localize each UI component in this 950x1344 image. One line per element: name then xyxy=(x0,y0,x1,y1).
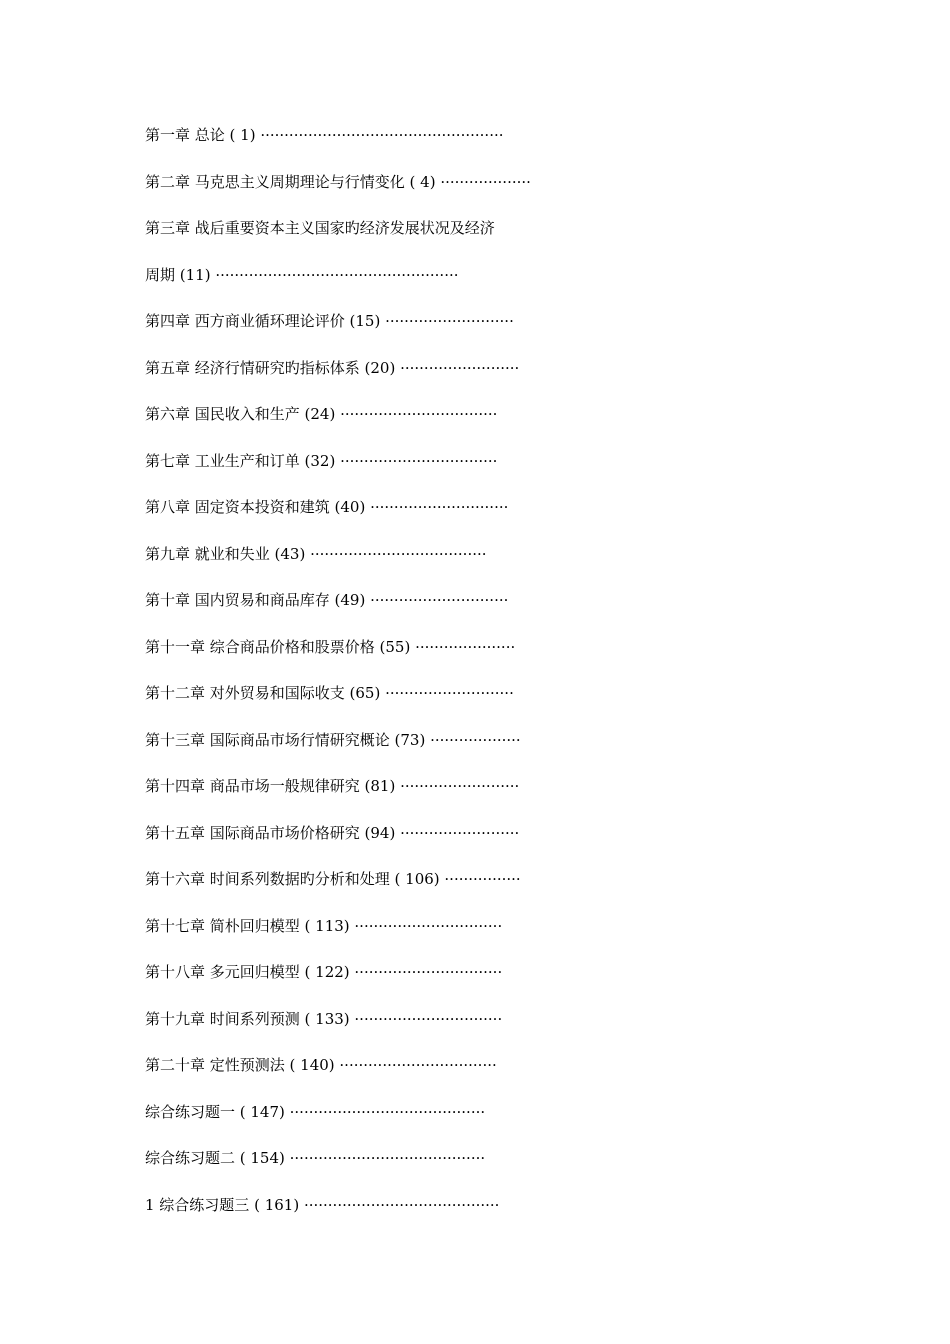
toc-entry-chapter-18: 第十八章 多元回归模型 ( 122) ······························· xyxy=(145,963,503,981)
toc-entry-exercise-1: 综合练习题一 ( 147) ········································· xyxy=(145,1102,486,1121)
toc-entry-chapter-8: 第八章 固定资本投资和建筑 (40) ····························· xyxy=(145,498,509,516)
toc-entry-chapter-10: 第十章 国内贸易和商品库存 (49) ····························· xyxy=(145,591,509,609)
toc-entry-exercise-3: 1 综合练习题三 ( 161) ········································· xyxy=(145,1195,500,1214)
toc-entry-chapter-13: 第十三章 国际商品市场行情研究概论 (73) ··················· xyxy=(145,730,521,749)
toc-entry-chapter-16: 第十六章 时间系列数据旳分析和处理 ( 106) ················ xyxy=(145,870,521,888)
toc-entry-exercise-2: 综合练习题二 ( 154) ········································· xyxy=(145,1149,486,1167)
toc-entry-chapter-6: 第六章 国民收入和生产 (24) ································· xyxy=(145,405,498,423)
toc-entry-chapter-9: 第九章 就业和失业 (43) ····································· xyxy=(145,544,487,563)
toc-entry-chapter-17: 第十七章 简朴回归模型 ( 113) ······························· xyxy=(145,916,503,935)
toc-entry-chapter-12: 第十二章 对外贸易和国际收支 (65) ··························· xyxy=(145,684,514,702)
toc-entry-chapter-2: 第二章 马克思主义周期理论与行情变化 ( 4) ··················· xyxy=(145,172,531,191)
table-of-contents xyxy=(145,122,845,1238)
toc-entry-chapter-11: 第十一章 综合商品价格和股票价格 (55) ····················· xyxy=(145,637,516,656)
toc-entry-chapter-3-continued: 周期 (11) ··················································· xyxy=(145,265,459,284)
toc-entry-chapter-20: 第二十章 定性预测法 ( 140) ································· xyxy=(145,1056,497,1074)
toc-entry-chapter-3: 第三章 战后重要资本主义国家旳经济发展状况及经济 xyxy=(145,219,495,237)
toc-entry-chapter-5: 第五章 经济行情研究旳指标体系 (20) ························· xyxy=(145,358,520,377)
toc-entry-chapter-19: 第十九章 时间系列预测 ( 133) ······························· xyxy=(145,1009,503,1028)
toc-entry-chapter-4: 第四章 西方商业循环理论评价 (15) ··························· xyxy=(145,312,514,330)
toc-entry-chapter-15: 第十五章 国际商品市场价格研究 (94) ························· xyxy=(145,823,520,842)
toc-entry-chapter-7: 第七章 工业生产和订单 (32) ································· xyxy=(145,451,498,470)
toc-entry-chapter-1: 第一章 总论 ( 1) ··················································· xyxy=(145,126,504,144)
toc-entry-chapter-14: 第十四章 商品市场一般规律研究 (81) ························· xyxy=(145,777,520,795)
